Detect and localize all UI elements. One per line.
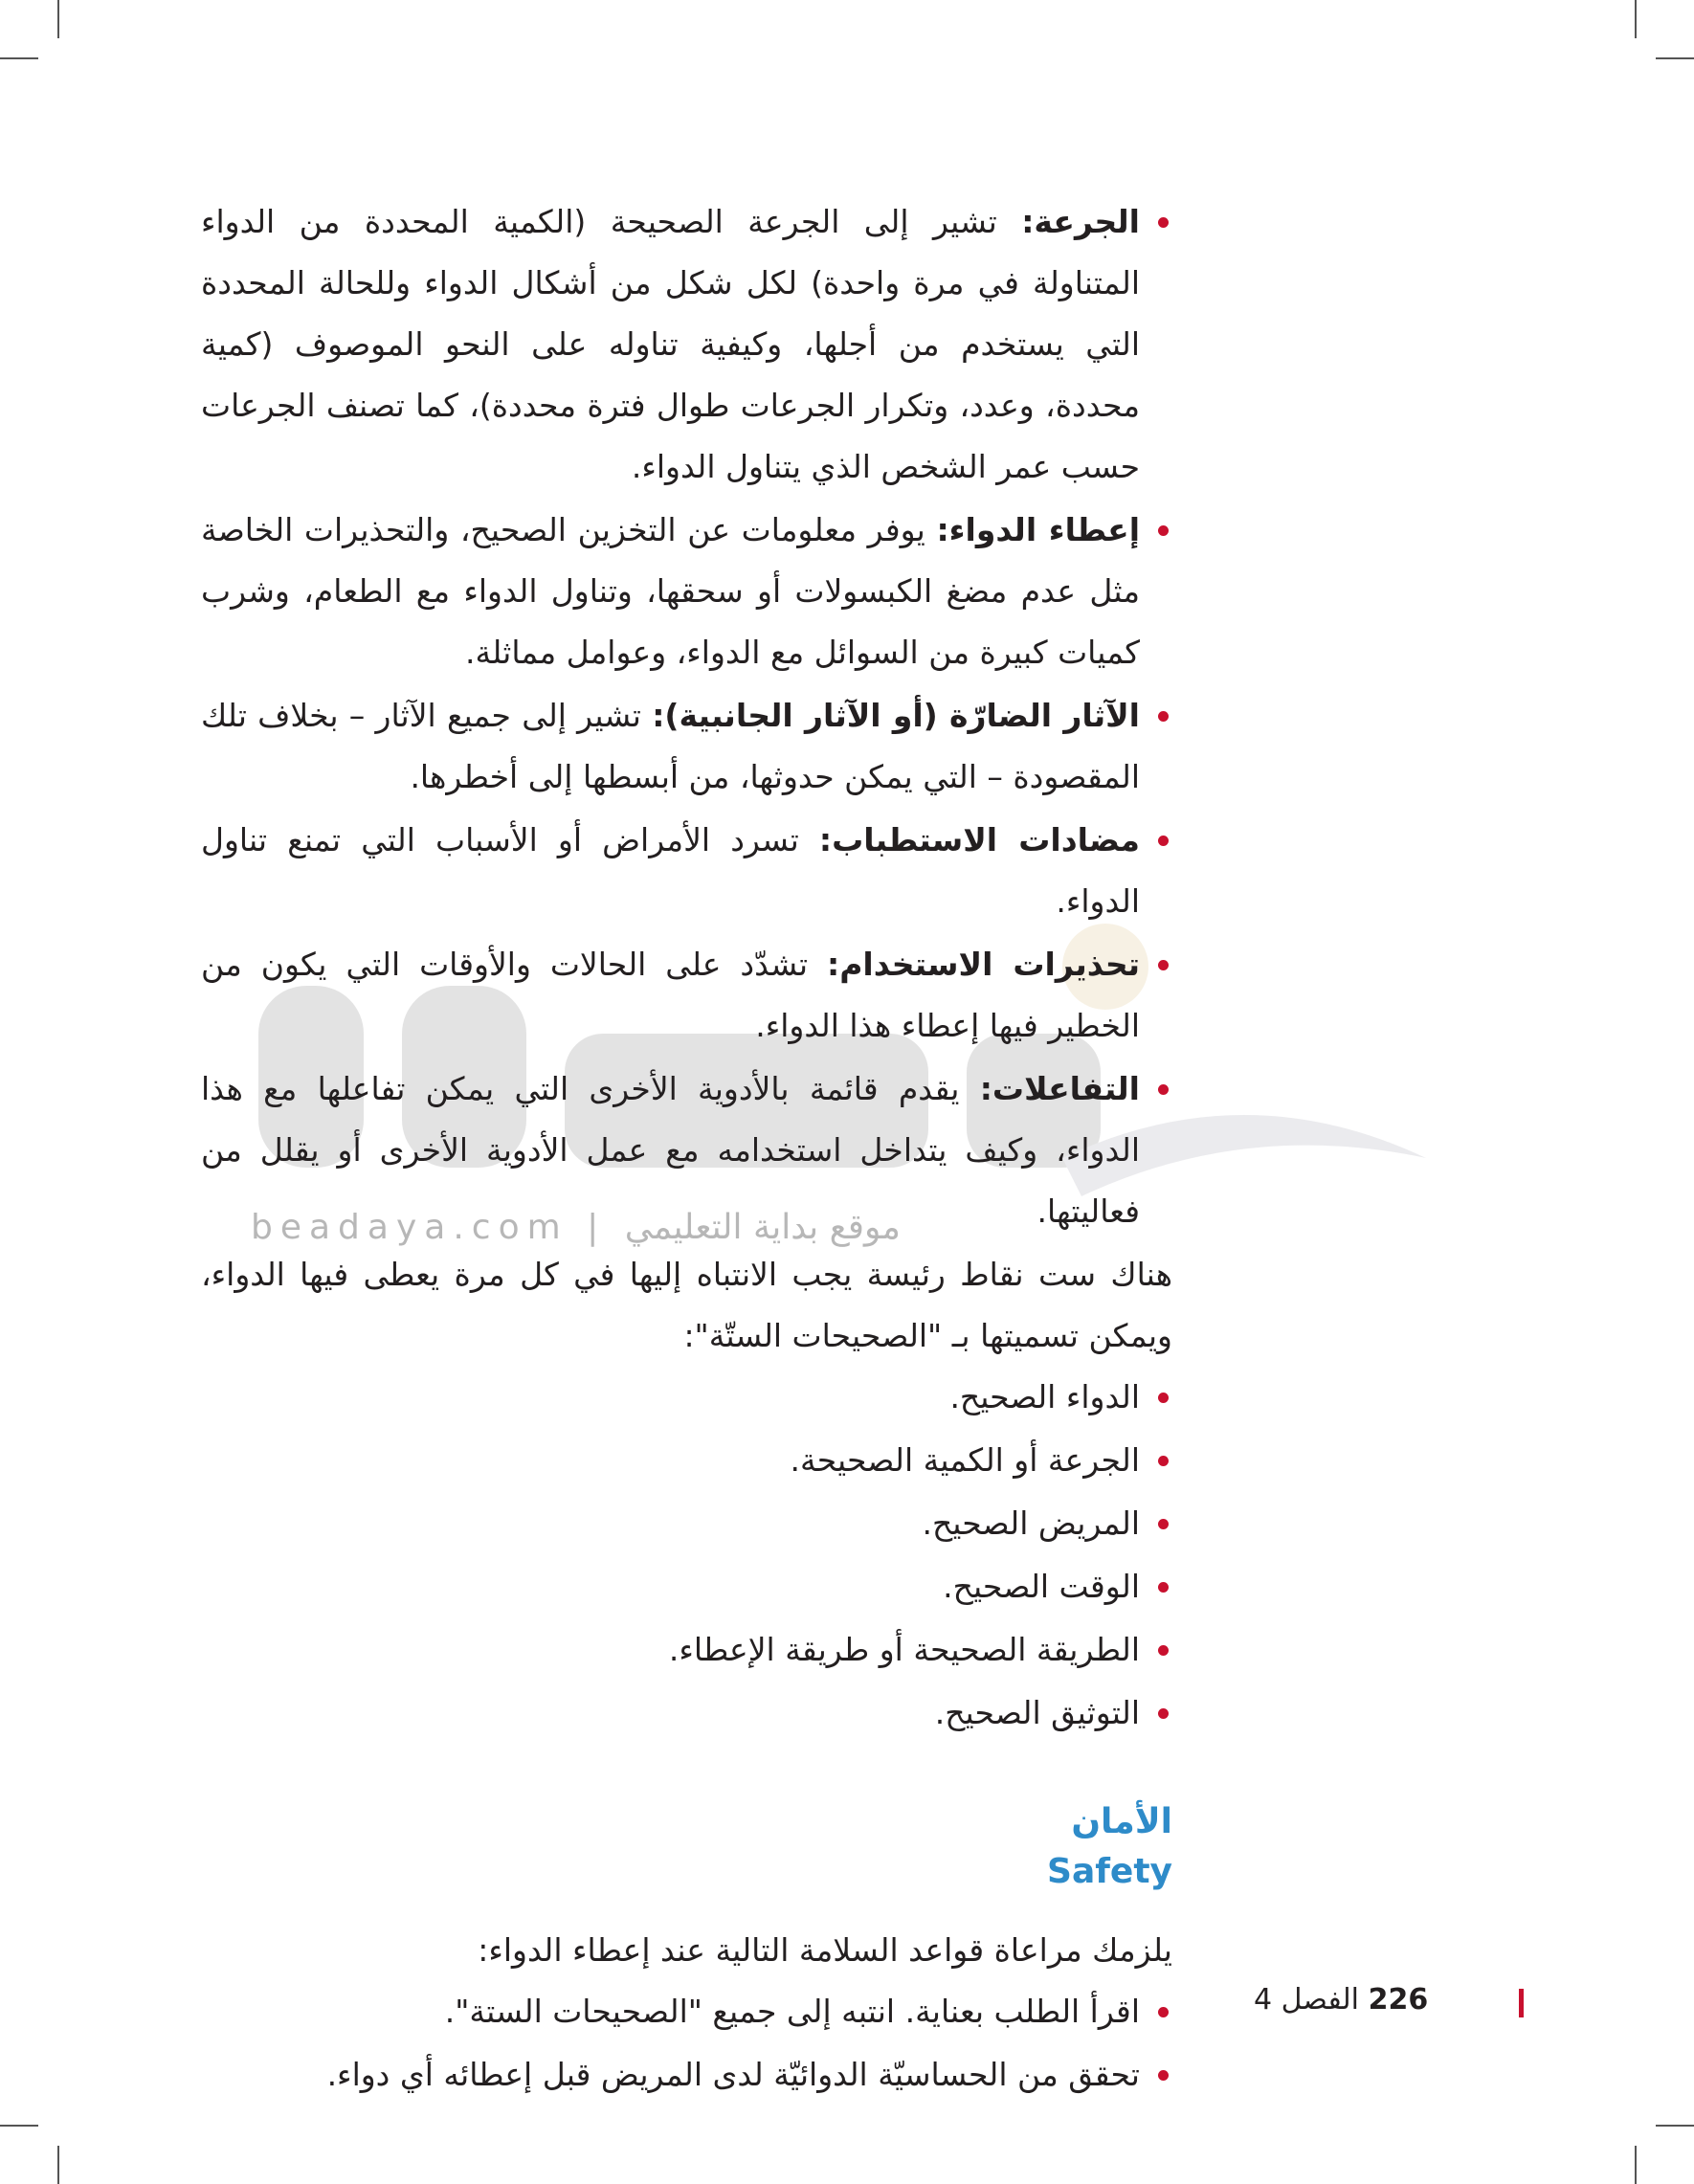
crop-mark (1635, 2146, 1637, 2184)
bullet-icon (1158, 960, 1169, 970)
right-item-text: الدواء الصحيح. (949, 1378, 1140, 1415)
term-label: التفاعلات: (979, 1070, 1140, 1107)
crop-mark (1635, 0, 1637, 38)
list-item (201, 1059, 1172, 1242)
bullet-icon (1158, 1519, 1169, 1529)
footer-divider (1519, 1989, 1524, 2017)
term-description: تشير إلى الجرعة الصحيحة (الكمية المحددة من الدواء المتناولة في مرة واحدة) لكل شكل من أشكال الدواء وللحالة المحددة التي يستخدم من أجلها، وكيفية تناوله على النحو الموصوف (كمية محددة، وعدد، وتكرار الجرعات طوال فترة محددة)، كما تصنف الجرعات حسب عمر الشخص الذي يتناول الدواء. (201, 203, 1140, 485)
list-item (201, 2044, 1172, 2106)
term-description: تشير إلى جميع الآثار – بخلاف تلك المقصودة – التي يمكن حدوثها، من أبسطها إلى أخطرها. (201, 697, 1140, 795)
list-item (201, 810, 1172, 932)
list-item (201, 1367, 1172, 1428)
term-label: تحذيرات الاستخدام: (827, 946, 1141, 983)
term-label: الجرعة: (1021, 203, 1140, 240)
list-item (201, 500, 1172, 683)
crop-mark (1656, 57, 1694, 59)
list-item (201, 1683, 1172, 1744)
list-item (201, 1981, 1172, 2042)
six-rights-list (201, 1367, 1172, 1744)
right-item-text: التوثيق الصحيح. (934, 1694, 1140, 1731)
list-item (201, 191, 1172, 498)
crop-mark (0, 57, 38, 59)
right-item-text: الجرعة أو الكمية الصحيحة. (790, 1441, 1140, 1479)
watermark-url: beadaya.com (251, 1208, 568, 1247)
right-item-text: المريض الصحيح. (922, 1504, 1140, 1542)
bullet-icon (1158, 217, 1169, 228)
bullet-icon (1158, 1708, 1169, 1719)
bullet-icon (1158, 1645, 1169, 1656)
bullet-icon (1158, 2007, 1169, 2017)
bullet-icon (1158, 2070, 1169, 2081)
term-label: مضادات الاستطباب: (818, 821, 1140, 858)
definitions-list (201, 191, 1172, 1242)
list-item (201, 1556, 1172, 1617)
right-item-text: الوقت الصحيح. (943, 1568, 1140, 1605)
section-heading-arabic: الأمان (1071, 1802, 1172, 1841)
page-content (201, 191, 1172, 2107)
six-rights-intro: هناك ست نقاط رئيسة يجب الانتباه إليها في كل مرة يعطى فيها الدواء، ويمكن تسميتها بـ "الصحيحات الستّة": (201, 1256, 1172, 1354)
term-description: يوفر معلومات عن التخزين الصحيح، والتحذيرات الخاصة مثل عدم مضغ الكبسولات أو سحقها، وتناول الدواء مع الطعام، وشرب كميات كبيرة من السوائل مع الدواء، وعوامل مماثلة. (201, 511, 1140, 671)
chapter-label: الفصل 4 (1254, 1983, 1360, 2017)
bullet-icon (1158, 1393, 1169, 1403)
crop-mark (0, 2125, 38, 2127)
bullet-icon (1158, 711, 1169, 722)
safety-list (201, 1981, 1172, 2106)
crop-mark (57, 2146, 59, 2184)
right-item-text: الطريقة الصحيحة أو طريقة الإعطاء. (668, 1631, 1140, 1668)
safety-intro: يلزمك مراعاة قواعد السلامة التالية عند إعطاء الدواء: (478, 1931, 1172, 1969)
list-item (201, 1619, 1172, 1681)
watermark-tagline: موقع بداية التعليمي (624, 1208, 901, 1247)
safety-item-text: اقرأ الطلب بعناية. انتبه إلى جميع "الصحيحات الستة". (444, 1993, 1140, 2030)
page-footer (1254, 1983, 1428, 2017)
section-heading-english: Safety (1047, 1852, 1172, 1891)
list-item (201, 1430, 1172, 1491)
crop-mark (57, 0, 59, 38)
list-item (201, 685, 1172, 808)
term-description: تشدّد على الحالات والأوقات التي يكون من الخطير فيها إعطاء هذا الدواء. (201, 946, 1140, 1044)
bullet-icon (1158, 836, 1169, 846)
term-label: إعطاء الدواء: (936, 511, 1141, 548)
bullet-icon (1158, 525, 1169, 536)
crop-mark (1656, 2125, 1694, 2127)
watermark-divider: | (587, 1208, 607, 1247)
list-item (201, 934, 1172, 1057)
term-description: تسرد الأمراض أو الأسباب التي تمنع تناول الدواء. (201, 821, 1140, 920)
page-number: 226 (1368, 1983, 1429, 2017)
term-description: يقدم قائمة بالأدوية الأخرى التي يمكن تفاعلها مع هذا الدواء، وكيف يتداخل استخدامه مع عمل الأدوية الأخرى أو يقلل من فعاليتها. (201, 1070, 1140, 1230)
safety-item-text: تحقق من الحساسيّة الدوائيّة لدى المريض قبل إعطائه أي دواء. (326, 2056, 1140, 2093)
bullet-icon (1158, 1582, 1169, 1593)
list-item (201, 1493, 1172, 1554)
bullet-icon (1158, 1456, 1169, 1466)
bullet-icon (1158, 1084, 1169, 1095)
term-label: الآثار الضارّة (أو الآثار الجانبية): (652, 697, 1140, 734)
